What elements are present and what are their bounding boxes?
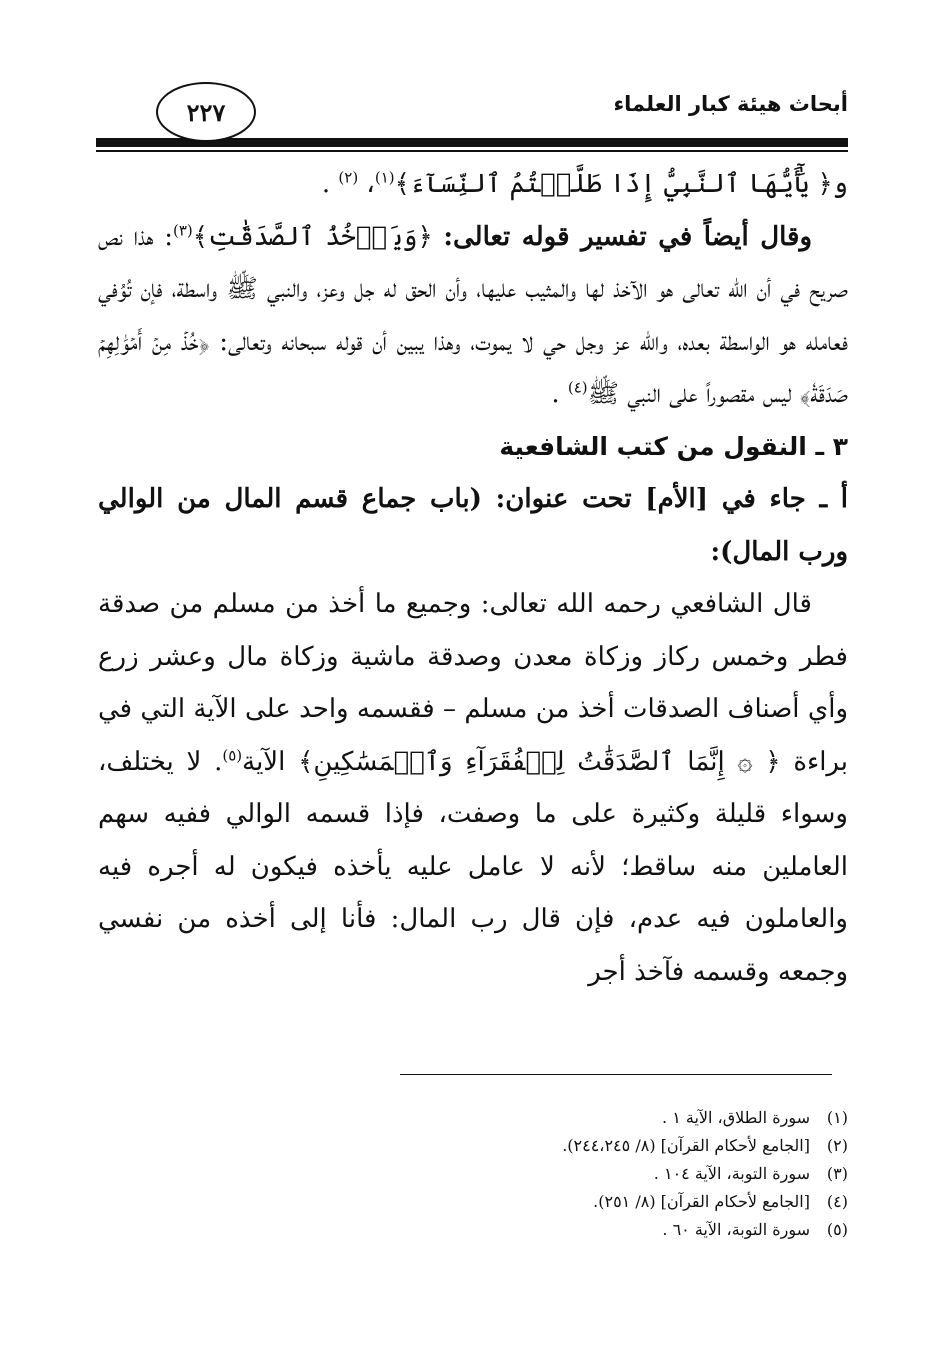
main-text (98, 158, 848, 998)
footnote-item (248, 1188, 848, 1216)
footnote-number: (٢) (826, 1136, 848, 1155)
footnote-number: (١) (826, 1108, 848, 1127)
footnote-text: سورة الطلاق، الآية ١ . (662, 1108, 810, 1127)
footnote-item (248, 1132, 848, 1160)
footnote-item (248, 1104, 848, 1132)
text-span: الآية (242, 746, 286, 777)
footnote-text: [الجامع لأحكام القرآن] (٨/ ٢٤٤،٢٤٥). (562, 1136, 810, 1155)
footnote-marker: (٤) (567, 378, 588, 397)
footnote-number: (٤) (826, 1192, 848, 1211)
text-span: . لا يختلف، وسواء قليلة وكثيرة على ما وصفت، فإذا قسمه الوالي ففيه سهم العاملين منه ساقط؛ لأنه لا عامل عليه يأخذه فيكون له أجره فيه والعاملون فيه عدم، فإن قال رب المال: فأنا إلى أخذه من نفسي وجمعه وقسمه فآخذ أجر (98, 746, 848, 987)
section-heading: ٣ ـ النقول من كتب الشافعية (499, 431, 848, 461)
footnote-marker: (٥) (222, 745, 243, 764)
paragraph-3 (98, 578, 848, 998)
page-header (96, 82, 848, 152)
footnote-text: [الجامع لأحكام القرآن] (٨/ ٢٥١). (593, 1192, 810, 1211)
footnote-marker: (٢) (338, 168, 359, 187)
text-span: قال الشافعي رحمه الله تعالى: وجميع ما أخذ من مسلم من صدقة فطر وخمس ركاز وزكاة معدن وصدقة ماشية وزكاة مال وعشر زرع وأي أصناف الصدقات أخذ من مسلم – فقسمه واحد على الآية التي في براءة (98, 589, 849, 777)
quran-verse: ﴿ ۞ إِنَّمَا ٱلصَّدَقَٰتُ لِلۡفُقَرَآءِ وَٱلۡمَسَٰكِينِ﴾ (298, 746, 781, 777)
bold-lead: وقال أيضاً في تفسير قوله تعالى: (443, 221, 812, 252)
footnote-number: (٣) (826, 1164, 848, 1183)
header-rule-thin (96, 150, 848, 152)
footnote-marker: (٣) (172, 220, 193, 239)
paragraph-2: وقال أيضاً في تفسير قوله تعالى: ﴿وَيَأۡخُذُ ٱلصَّدَقَٰتِ﴾$^{(٣)}$: هذا نص صريح في أن الله تعالى هو الآخذ لها والمثيب عليها، وأن الحق له جل وعز، والنبي ﷺ واسطة، فإن تُوُفي فعامله هو الواسطة بعده، والله عز وجل حي لا يموت، وهذا يبين أن قوله سبحانه وتعالى: ﴿خُذۡ مِنۡ أَمۡوَٰلِهِمۡ صَدَقَةٗ﴾ ليس مقصوراً على النبي ﷺ$^{(٤)}$ . (98, 220, 849, 409)
footnote-text: سورة التوبة، الآية ١٠٤ . (653, 1164, 810, 1183)
footnote-text: سورة التوبة، الآية ٦٠ . (662, 1220, 810, 1239)
page-number: ٢٢٧ (156, 82, 256, 142)
footnote-marker: (١) (374, 168, 395, 187)
footnote-item (248, 1160, 848, 1188)
paragraph-1: و﴿ يَٰٓأَيُّهَا ٱلنَّبِيُّ إِذَا طَلَّقۡتُمُ ٱلنِّسَآءَ﴾$^{(١)}$، $^{(٢)}$ . (321, 168, 848, 199)
footnote-number: (٥) (826, 1220, 848, 1239)
text-span: : هذا نص صريح في أن الله تعالى هو الآخذ لها والمثيب عليها، وأن الحق له جل وعز، والنبي ﷺ واسطة، فإن تُوُفي فعامله هو الواسطة بعده، والله عز وجل حي لا يموت، وهذا يبين أن قوله سبحانه وتعالى: (98, 221, 849, 357)
quran-verse: و﴿ يَٰٓأَيُّهَا ٱلنَّبِيُّ إِذَا طَلَّقۡتُمُ ٱلنِّسَآءَ﴾ (394, 169, 848, 199)
footnote-item (248, 1216, 848, 1244)
footnotes (248, 1104, 848, 1244)
footnote-separator (400, 1074, 832, 1075)
subsection-heading: أ ـ جاء في [الأم] تحت عنوان: (باب جماع قسم المال من الوالي ورب المال): (98, 484, 848, 567)
text-span: ليس مقصوراً على النبي ﷺ (587, 379, 792, 409)
quran-verse: ﴿وَيَأۡخُذُ ٱلصَّدَقَٰتِ﴾ (192, 221, 433, 252)
running-title: أبحاث هيئة كبار العلماء (613, 92, 848, 116)
quran-verse: ﴿خُذۡ مِنۡ أَمۡوَٰلِهِمۡ صَدَقَةٗ﴾ (98, 326, 848, 409)
